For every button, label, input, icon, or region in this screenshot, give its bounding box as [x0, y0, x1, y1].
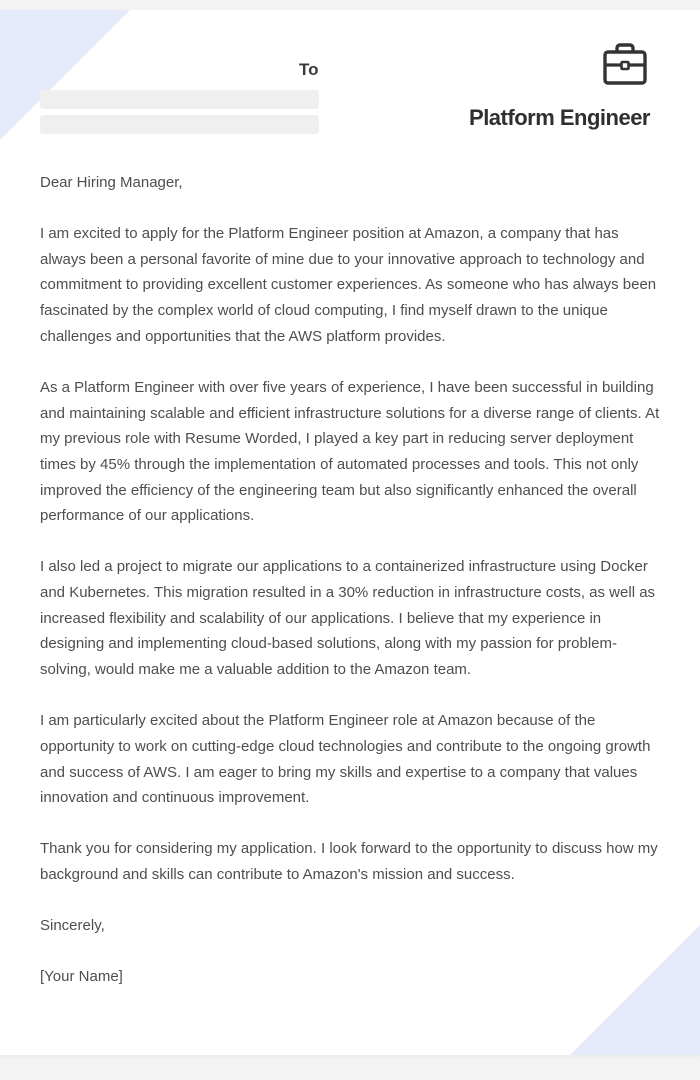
- paragraph-experience: As a Platform Engineer with over five years of experience, I have been successful in building and maintaining scalable and efficient infrastructure solutions for a diverse range of clients. At my previous role with Resume Worded, I played a key part in reducing server deployment times by 45% through the implementation of automated processes and tools. This not only improved the efficiency of the engineering team but also significantly enhanced the overall performance of our applications.: [40, 378, 660, 525]
- recipient-address-placeholder: [40, 115, 319, 134]
- paragraph-motivation: I am particularly excited about the Platform Engineer role at Amazon because of the opportunity to work on cutting-edge cloud technologies and contribute to the ongoing growth and success of AWS. I am eager to bring my skills and expertise to a company that values innovation and continuous improvement.: [40, 712, 651, 807]
- letter-page: [0, 10, 700, 1055]
- recipient-label: To: [299, 60, 319, 79]
- briefcase-icon: [603, 43, 647, 85]
- closing: Sincerely,: [40, 916, 105, 934]
- signature: [Your Name]: [40, 967, 123, 985]
- letter-body: [40, 170, 665, 1015]
- paragraph-project: I also led a project to migrate our applications to a containerized infrastructure using Docker and Kubernetes. This migration resulted in a 30% reduction in infrastructure costs, as well as increased flexibility and scalability of our applications. I believe that my experience in designing and implementing cloud-based solutions, along with my passion for problem-solving, would make me a valuable addition to the Amazon team.: [40, 558, 656, 679]
- paragraph-intro: I am excited to apply for the Platform Engineer position at Amazon, a company that has always been a personal favorite of mine due to your innovative approach to technology and commitment to providing excellent customer experiences. As someone who has always been fascinated by the complex world of cloud computing, I find myself drawn to the unique challenges and opportunities that the AWS platform provides.: [40, 225, 657, 345]
- salutation: Dear Hiring Manager,: [40, 174, 183, 191]
- paragraph-thanks: Thank you for considering my application. I look forward to the opportunity to discuss how my background and skills can contribute to Amazon's mission and success.: [40, 840, 658, 883]
- job-title: Platform Engineer: [469, 105, 650, 130]
- recipient-name-placeholder: [40, 90, 319, 109]
